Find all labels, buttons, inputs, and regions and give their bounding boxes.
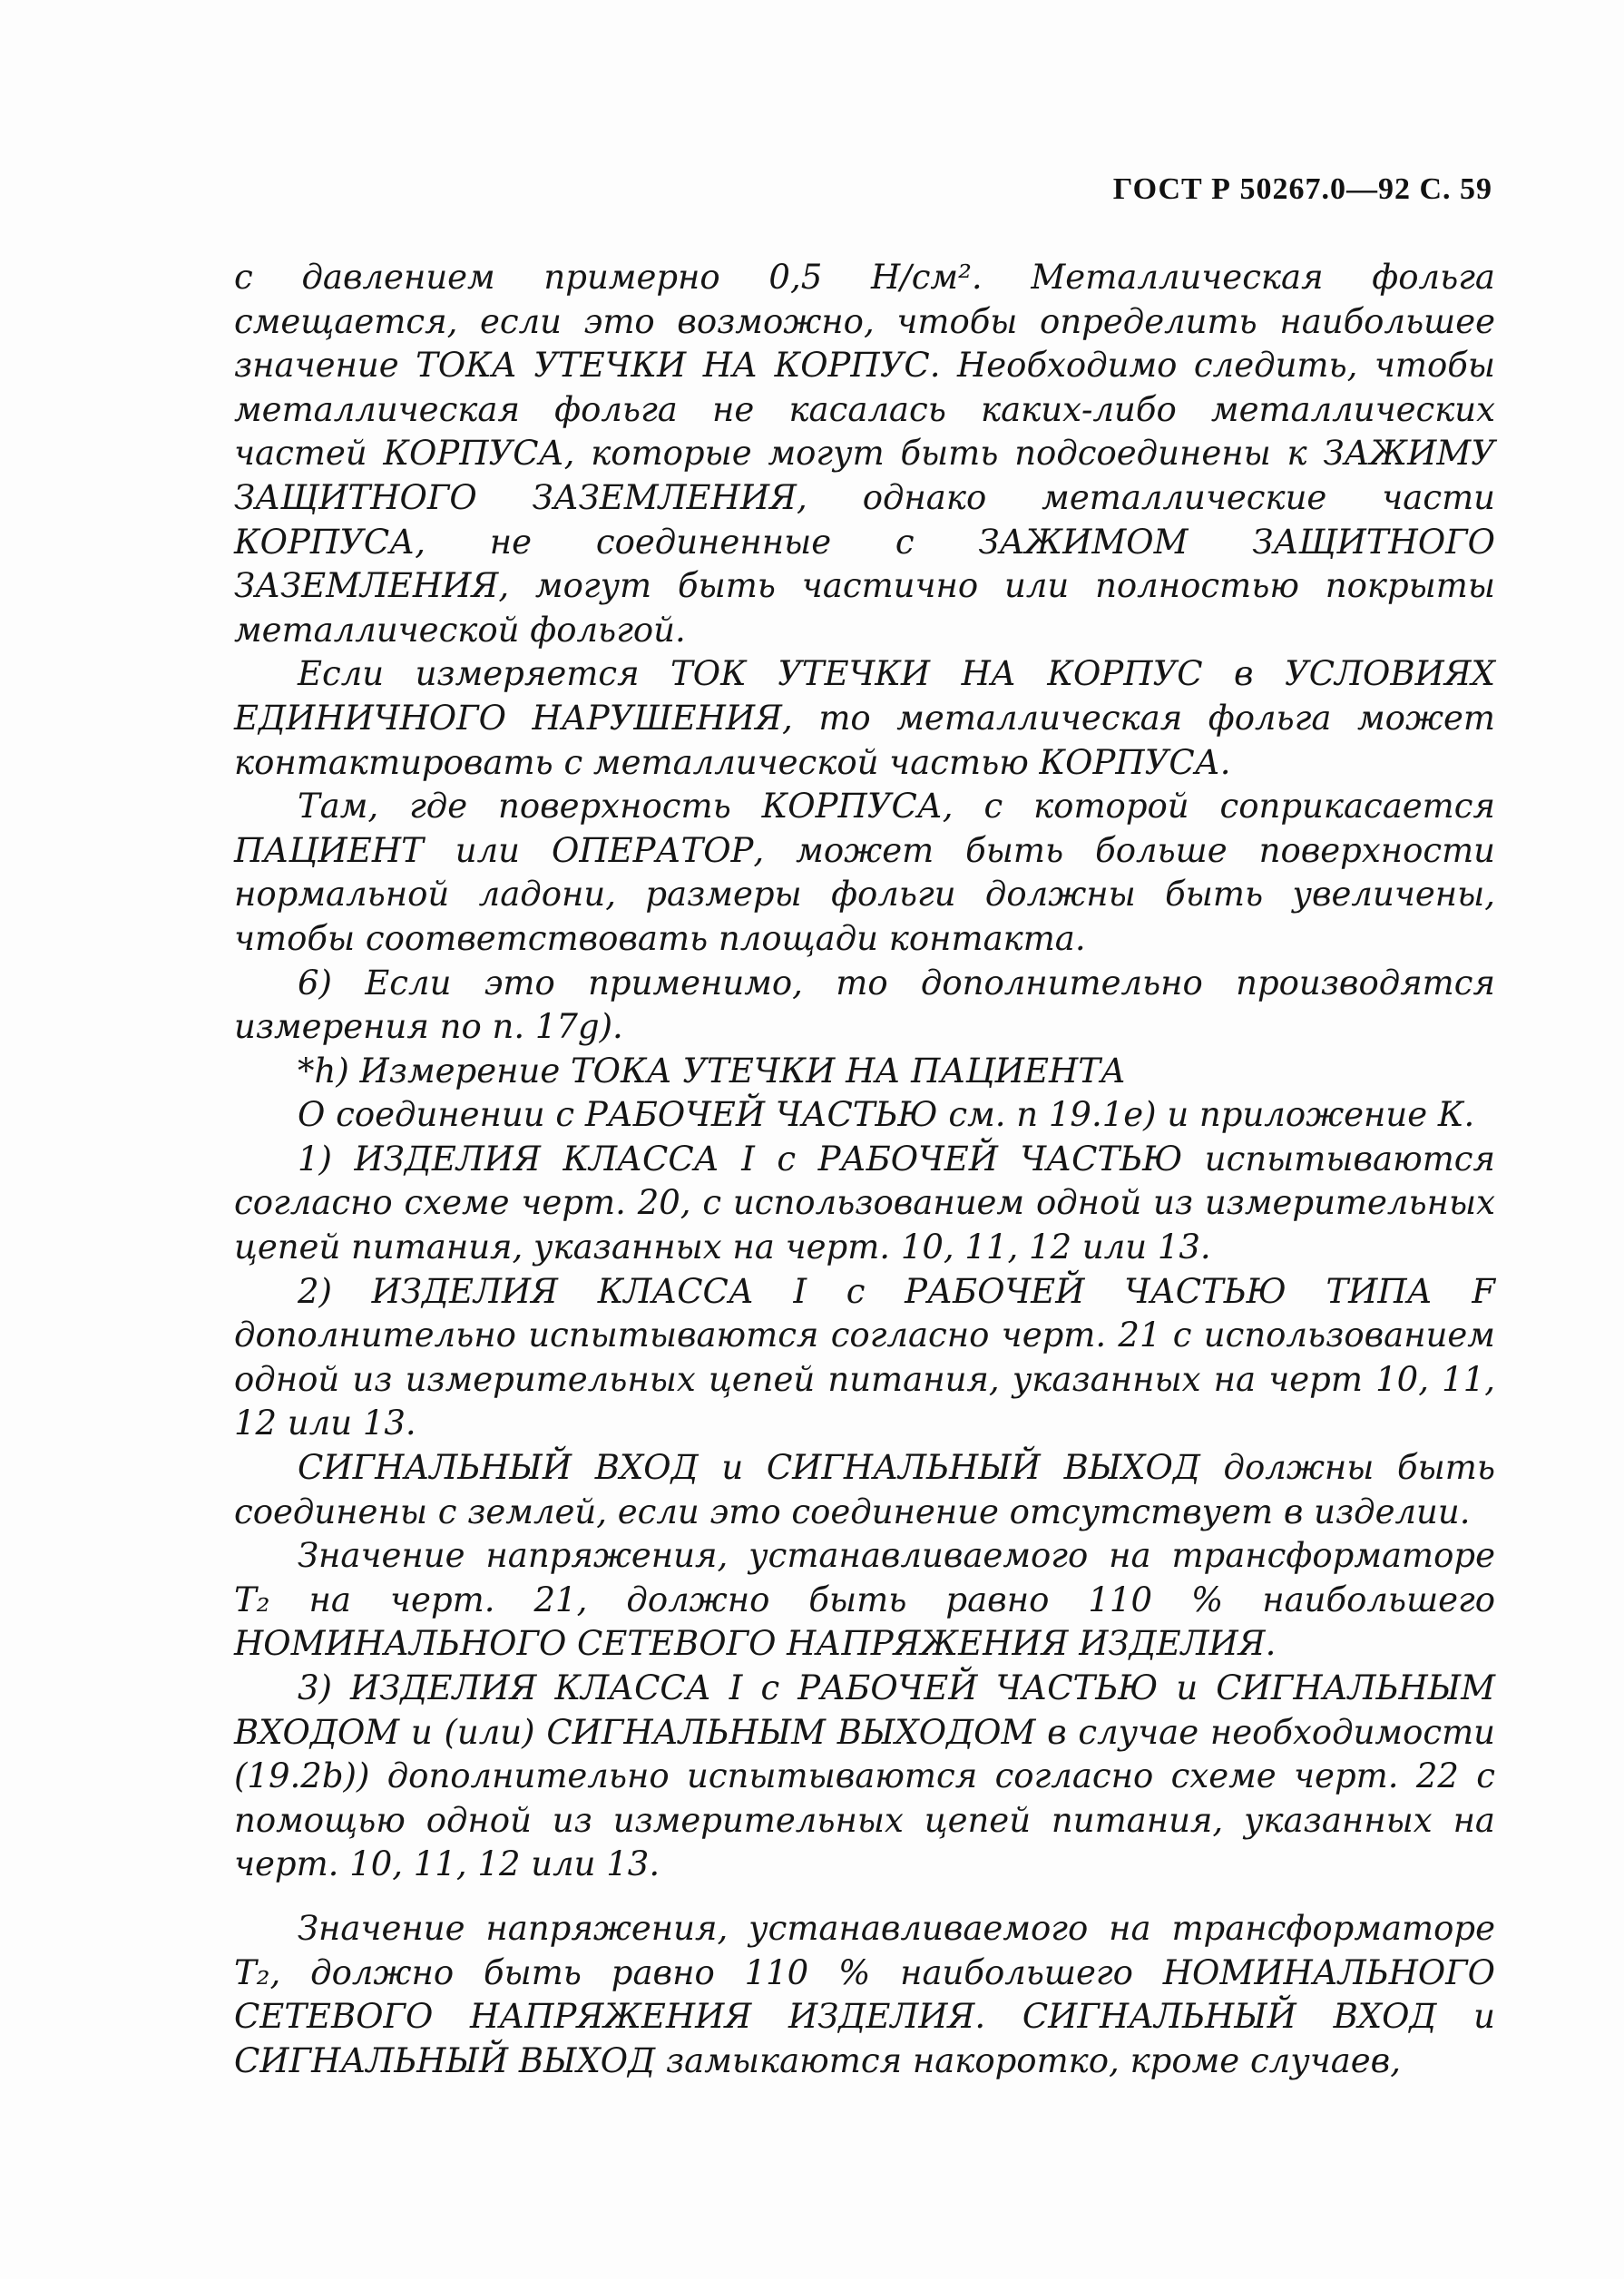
paragraph-item-2: 2) ИЗДЕЛИЯ КЛАССА I с РАБОЧЕЙ ЧАСТЬЮ ТИПА F дополнительно испытываются согласно черт. 21 с использованием одной из измерительных цепей питания, указанных на черт 10, 11, 12 или 13. (234, 1271, 1495, 1443)
document-body (234, 256, 1495, 2083)
paragraph-item-1: 1) ИЗДЕЛИЯ КЛАССА I с РАБОЧЕЙ ЧАСТЬЮ испытываются согласно схеме черт. 20, с использованием одной из измерительных цепей питания, указанных на черт. 10, 11, 12 или 13. (234, 1139, 1495, 1267)
paragraph-item-3: 3) ИЗДЕЛИЯ КЛАССА I с РАБОЧЕЙ ЧАСТЬЮ и СИГНАЛЬНЫМ ВХОДОМ и (или) СИГНАЛЬНЫМ ВЫХОДОМ в случае необходимости (19.2b)) дополнительно испытываются согласно схеме черт. 22 с помощью одной из измерительных цепей питания, указанных на черт. 10, 11, 12 или 13. (234, 1668, 1495, 1884)
paragraph-single-fault: Если измеряется ТОК УТЕЧКИ НА КОРПУС в УСЛОВИЯХ ЕДИНИЧНОГО НАРУШЕНИЯ, то металлическая фольга может контактировать с металлической частью КОРПУСА. (234, 654, 1495, 782)
paragraph-foil-size: Там, где поверхность КОРПУСА, с которой соприкасается ПАЦИЕНТ или ОПЕРАТОР, может быть больше поверхности нормальной ладони, размеры фольги должны быть увеличены, чтобы соответствовать площади контакта. (234, 787, 1495, 958)
paragraph-section-h-heading: *h) Измерение ТОКА УТЕЧКИ НА ПАЦИЕНТА (298, 1051, 1126, 1091)
paragraph-voltage-fig21: Значение напряжения, устанавливаемого на трансформаторе T₂ на черт. 21, должно быть равно 110 % наибольшего НОМИНАЛЬНОГО СЕТЕВОГО НАПРЯЖЕНИЯ ИЗДЕЛИЯ. (234, 1536, 1495, 1664)
running-header: ГОСТ Р 50267.0—92 С. 59 (1112, 172, 1492, 206)
paragraph-applied-part-reference: О соединении с РАБОЧЕЙ ЧАСТЬЮ см. п 19.1е) и приложение К. (298, 1095, 1475, 1135)
paragraph-item-6: 6) Если это применимо, то дополнительно производятся измерения по п. 17g). (234, 963, 1495, 1047)
paragraph-signal-grounding: СИГНАЛЬНЫЙ ВХОД и СИГНАЛЬНЫЙ ВЫХОД должны быть соединены с землей, если это соединение отсутствует в изделии. (234, 1448, 1495, 1531)
paragraph-foil-placement: с давлением примерно 0,5 Н/см². Металлическая фольга смещается, если это возможно, чтобы определить наибольшее значение ТОКА УТЕЧКИ НА КОРПУС. Необходимо следить, чтобы металлическая фольга не касалась каких-либо металлических частей КОРПУСА, которые могут быть подсоединены к ЗАЖИМУ ЗАЩИТНОГО ЗАЗЕМЛЕНИЯ, однако металлические части КОРПУСА, не соединенные с ЗАЖИМОМ ЗАЩИТНОГО ЗАЗЕМЛЕНИЯ, могут быть частично или полностью покрыты металлической фольгой. (234, 258, 1495, 650)
paragraph-voltage-short-circuit: Значение напряжения, устанавливаемого на трансформаторе T₂, должно быть равно 110 % наибольшего НОМИНАЛЬНОГО СЕТЕВОГО НАПРЯЖЕНИЯ ИЗДЕЛИЯ. СИГНАЛЬНЫЙ ВХОД и СИГНАЛЬНЫЙ ВЫХОД замыкаются накоротко, кроме случаев, (234, 1908, 1495, 2080)
